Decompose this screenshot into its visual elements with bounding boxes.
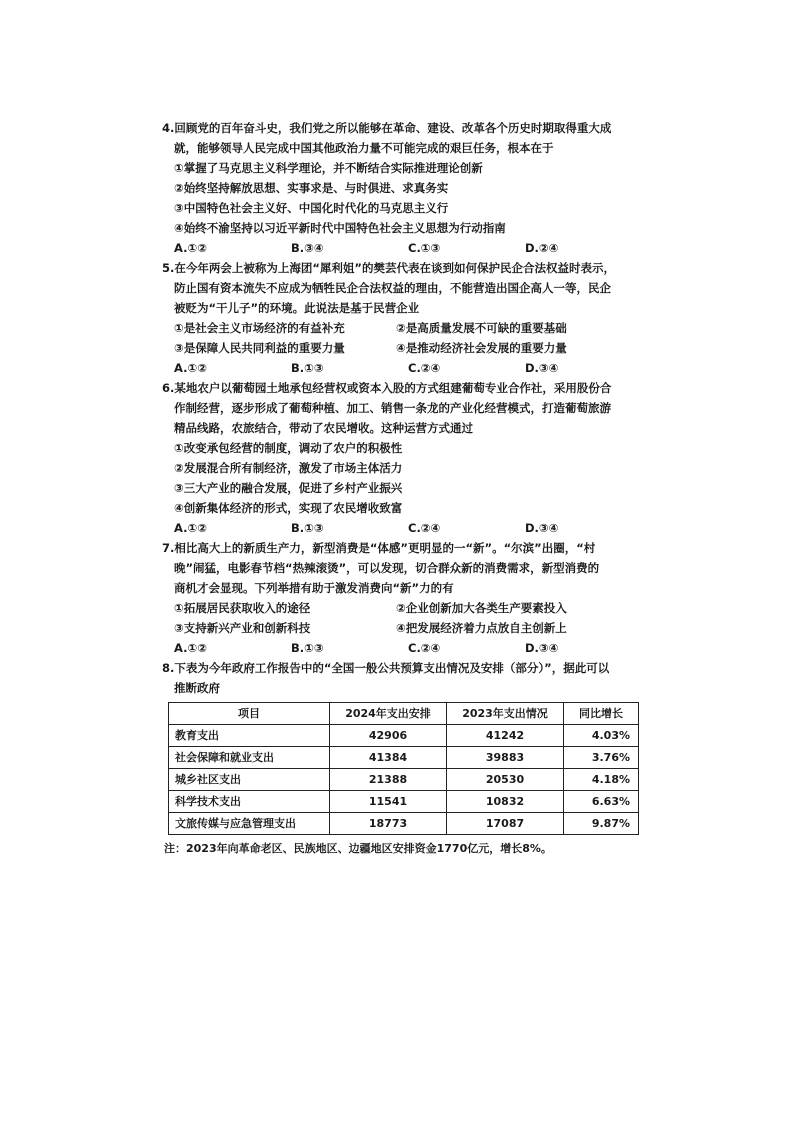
- statement-option: ②企业创新加大各类生产要素投入: [396, 601, 567, 615]
- statement-option: ①掌握了马克思主义科学理论，并不断结合实际推进理论创新: [174, 161, 483, 175]
- question-7: [162, 538, 642, 658]
- question-8: [162, 658, 642, 859]
- table-row: [169, 813, 639, 835]
- choice-a: A.①②: [174, 241, 207, 255]
- question-text: 推断政府: [174, 681, 220, 695]
- choice-d: D.③④: [525, 361, 559, 375]
- statement-option: ②是高质量发展不可缺的重要基础: [396, 321, 567, 335]
- statement-option: ②始终坚持解放思想、实事求是、与时俱进、求真务实: [174, 181, 449, 195]
- table-cell: 18773: [330, 813, 447, 835]
- question-text: 就，能够领导人民完成中国其他政治力量不可能完成的艰巨任务，根本在于: [174, 141, 554, 155]
- table-cell: 城乡社区支出: [169, 769, 330, 791]
- table-header-row: [169, 703, 639, 725]
- table-cell: 20530: [447, 769, 564, 791]
- table-cell: 4.18%: [564, 769, 639, 791]
- question-text: 4.回顾党的百年奋斗史，我们党之所以能够在革命、建设、改革各个历史时期取得重大成: [162, 121, 612, 135]
- choice-d: D.③④: [525, 521, 559, 535]
- table-cell: 教育支出: [169, 725, 330, 747]
- question-text: 商机才会显现。下列举措有助于激发消费向“新”力的有: [174, 581, 454, 595]
- statement-option: ②发展混合所有制经济，激发了市场主体活力: [174, 461, 403, 475]
- statement-option: ①改变承包经营的制度，调动了农户的积极性: [174, 441, 403, 455]
- question-text: 防止国有资本流失不应成为牺牲民企合法权益的理由，不能营造出国企高人一等，民企: [174, 281, 611, 295]
- table-cell: 科学技术支出: [169, 791, 330, 813]
- statement-option: ③三大产业的融合发展，促进了乡村产业振兴: [174, 481, 403, 495]
- table-cell: 17087: [447, 813, 564, 835]
- answer-choices: [162, 638, 642, 658]
- statement-option: ①是社会主义市场经济的有益补充: [174, 321, 345, 335]
- choice-b: B.③④: [291, 241, 324, 255]
- question-text: 精品线路，农旅结合，带动了农民增收。这种运营方式通过: [174, 421, 473, 435]
- answer-choices: [162, 518, 642, 538]
- question-text: 6.某地农户以葡萄园土地承包经营权或资本入股的方式组建葡萄专业合作社，采用股份合: [162, 381, 612, 395]
- choice-a: A.①②: [174, 521, 207, 535]
- statement-option: ④把发展经济着力点放自主创新上: [396, 621, 567, 635]
- column-header: 同比增长: [564, 703, 639, 725]
- table-cell: 4.03%: [564, 725, 639, 747]
- choice-c: C.②④: [408, 641, 441, 655]
- choice-c: C.②④: [408, 361, 441, 375]
- statement-option: ④创新集体经济的形式，实现了农民增收致富: [174, 501, 403, 515]
- table-cell: 39883: [447, 747, 564, 769]
- table-cell: 42906: [330, 725, 447, 747]
- statement-option: ③是保障人民共同利益的重要力量: [174, 341, 345, 355]
- column-header: 2024年支出安排: [330, 703, 447, 725]
- table-cell: 社会保障和就业支出: [169, 747, 330, 769]
- choice-c: C.②④: [408, 521, 441, 535]
- statement-row: [162, 318, 642, 338]
- column-header: 2023年支出情况: [447, 703, 564, 725]
- table-cell: 41242: [447, 725, 564, 747]
- choice-b: B.①③: [291, 521, 324, 535]
- table-row: [169, 747, 639, 769]
- statement-option: ③中国特色社会主义好、中国化时代化的马克思主义行: [174, 201, 449, 215]
- table-note: 注：2023年向革命老区、民族地区、边疆地区安排资金1770亿元，增长8%。: [164, 842, 552, 855]
- choice-d: D.③④: [525, 641, 559, 655]
- statement-option: ③支持新兴产业和创新科技: [174, 621, 311, 635]
- questions: [162, 118, 642, 859]
- question-text: 5.在今年两会上被称为上海团“犀利姐”的樊芸代表在谈到如何保护民企合法权益时表示，: [162, 261, 615, 275]
- statement-row: [162, 338, 642, 358]
- statement-row: [162, 598, 642, 618]
- table-row: [169, 791, 639, 813]
- choice-b: B.①③: [291, 361, 324, 375]
- choice-b: B.①③: [291, 641, 324, 655]
- statement-row: [162, 618, 642, 638]
- question-5: [162, 258, 642, 378]
- question-4: [162, 118, 642, 258]
- statement-option: ④是推动经济社会发展的重要力量: [396, 341, 567, 355]
- answer-choices: [162, 358, 642, 378]
- table-row: [169, 769, 639, 791]
- table-cell: 9.87%: [564, 813, 639, 835]
- question-text: 7.相比高大上的新质生产力，新型消费是“体感”更明显的一“新”。“尔滨”出圈，“村: [162, 541, 596, 555]
- question-text: 晚”闹猛，电影春节档“热辣滚烫”，可以发现，切合群众新的消费需求，新型消费的: [174, 561, 600, 575]
- table-cell: 10832: [447, 791, 564, 813]
- choice-d: D.②④: [525, 241, 559, 255]
- statement-option: ①拓展居民获取收入的途径: [174, 601, 311, 615]
- table-cell: 3.76%: [564, 747, 639, 769]
- question-text: 8.下表为今年政府工作报告中的“全国一般公共预算支出情况及安排（部分）”，据此可以: [162, 661, 610, 675]
- table-cell: 41384: [330, 747, 447, 769]
- choice-c: C.①③: [408, 241, 441, 255]
- choice-a: A.①②: [174, 361, 207, 375]
- table-row: [169, 725, 639, 747]
- column-header: 项目: [169, 703, 330, 725]
- table-cell: 11541: [330, 791, 447, 813]
- answer-choices: [162, 238, 642, 258]
- choice-a: A.①②: [174, 641, 207, 655]
- question-text: 作制经营，逐步形成了葡萄种植、加工、销售一条龙的产业化经营模式，打造葡萄旅游: [174, 401, 611, 415]
- table-cell: 6.63%: [564, 791, 639, 813]
- statement-option: ④始终不渝坚持以习近平新时代中国特色社会主义思想为行动指南: [174, 221, 506, 235]
- table-cell: 21388: [330, 769, 447, 791]
- question-6: [162, 378, 642, 538]
- table-cell: 文旅传媒与应急管理支出: [169, 813, 330, 835]
- question-text: 被贬为“干儿子”的环境。此说法是基于民营企业: [174, 301, 420, 315]
- budget-table: [168, 702, 639, 835]
